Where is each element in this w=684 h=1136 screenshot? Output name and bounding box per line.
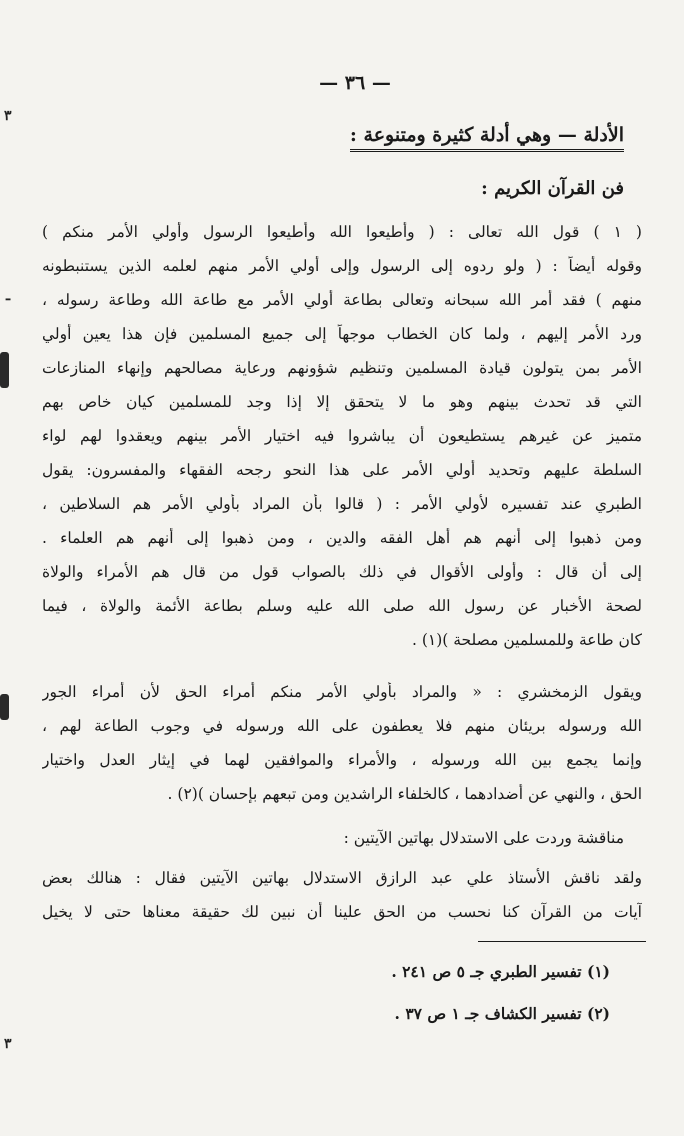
margin-mark: ـ: [6, 288, 11, 304]
text-line: وقوله أيضاً : ( ولو ردوه إلى الرسول وإلى أولي الأمر منهم لعلمه الذين يستنبطونه: [42, 257, 642, 275]
text-line: السلطة عليهم وتحديد أولي الأمر على هذا النحو رجحه الفقهاء والمفسرون: يقول: [42, 461, 642, 479]
text-line: منهم ) فقد أمر الله سبحانه وتعالى بطاعة أولي الأمر مع طاعة الله وطاعة رسوله ،: [42, 291, 642, 309]
section-heading: [64, 124, 624, 146]
text-line: آيات من القرآن كنا نحسب من الحق علينا أن نبين لك حقيقة معناها حتى لا يخيل: [42, 903, 642, 921]
margin-mark: ٣: [4, 1036, 12, 1052]
text-line: إلى أن قال : وأولى الأقوال في ذلك بالصواب قول من قال هم الأمراء والولاة: [42, 563, 642, 581]
text-line: ومن ذهبوا إلى أنهم هم أهل الفقه والدين ، ومن ذهبوا إلى أنهم هم العلماء .: [42, 529, 642, 547]
footnote-separator: [478, 941, 646, 942]
text-line: الطبري عند تفسيره لأولي الأمر : ( قالوا بأن المراد بأولي الأمر هم السلاطين ،: [42, 495, 642, 513]
text-line: متميز عن غيرهم يستطيعون أن يباشروا فيه اختيار الأمر بينهم ويعقدوا لهم لواء: [42, 427, 642, 445]
margin-blot: [0, 694, 9, 720]
text-line: لصحة الأخبار عن رسول الله صلى الله عليه وسلم بطاعة الأئمة والولاة ، فيما: [42, 597, 642, 615]
footnote: (٢) تفسير الكشاف جـ ١ ص ٣٧ .: [394, 1004, 610, 1023]
text-line: ( ١ ) قول الله تعالى : ( وأطيعوا الله وأطيعوا الرسول وأولي الأمر منكم ): [42, 223, 642, 241]
margin-mark: ٣: [4, 108, 12, 124]
text-line: وإنما يجمع بين الله ورسوله ، والأمراء والموافقين لهما في إيثار العدل واختيار: [42, 751, 642, 769]
text-line: الله ورسوله بريئان منهم فلا يعطفون على الله ورسوله في وجوب الطاعة لهم ،: [42, 717, 642, 735]
text-line: كان طاعة وللمسلمين مصلحة )(١) .: [411, 631, 642, 649]
section-subtitle: مناقشة وردت على الاستدلال بهاتين الآيتين :: [343, 829, 624, 847]
text-line: ويقول الزمخشري : « والمراد بأولي الأمر منكم أمراء الحق لأن أمراء الجور: [42, 683, 642, 701]
margin-blot: [0, 352, 9, 388]
text-line: الحق ، والنهي عن أضدادهما ، كالخلفاء الراشدين ومن تبعهم بإحسان )(٢) .: [167, 785, 642, 803]
section-heading-text: الأدلة — وهي أدلة كثيرة ومتنوعة :: [350, 124, 624, 152]
text-line: التي قد تحدث بينهم وهو ما لا يتحقق إلا إذا وجد للمسلمين كيان خاص بهم: [42, 393, 642, 411]
footnote: (١) تفسير الطبري جـ ٥ ص ٢٤١ .: [391, 962, 610, 981]
page-number: — ٣٦ —: [319, 72, 391, 94]
subheading: فن القرآن الكريم :: [481, 178, 624, 199]
text-line: الأمر بمن يتولون قيادة المسلمين وتنظيم شؤونهم ورعاية مصالحهم وإنهاء المنازعات: [42, 359, 642, 377]
text-line: ورد الأمر إليهم ، ولما كان الخطاب موجهاً إلى جميع المسلمين فإن هذا يعين أولي: [42, 325, 642, 343]
text-line: ولقد ناقش الأستاذ علي عبد الرازق الاستدلال بهاتين الآيتين فقال : هنالك بعض: [42, 869, 642, 887]
